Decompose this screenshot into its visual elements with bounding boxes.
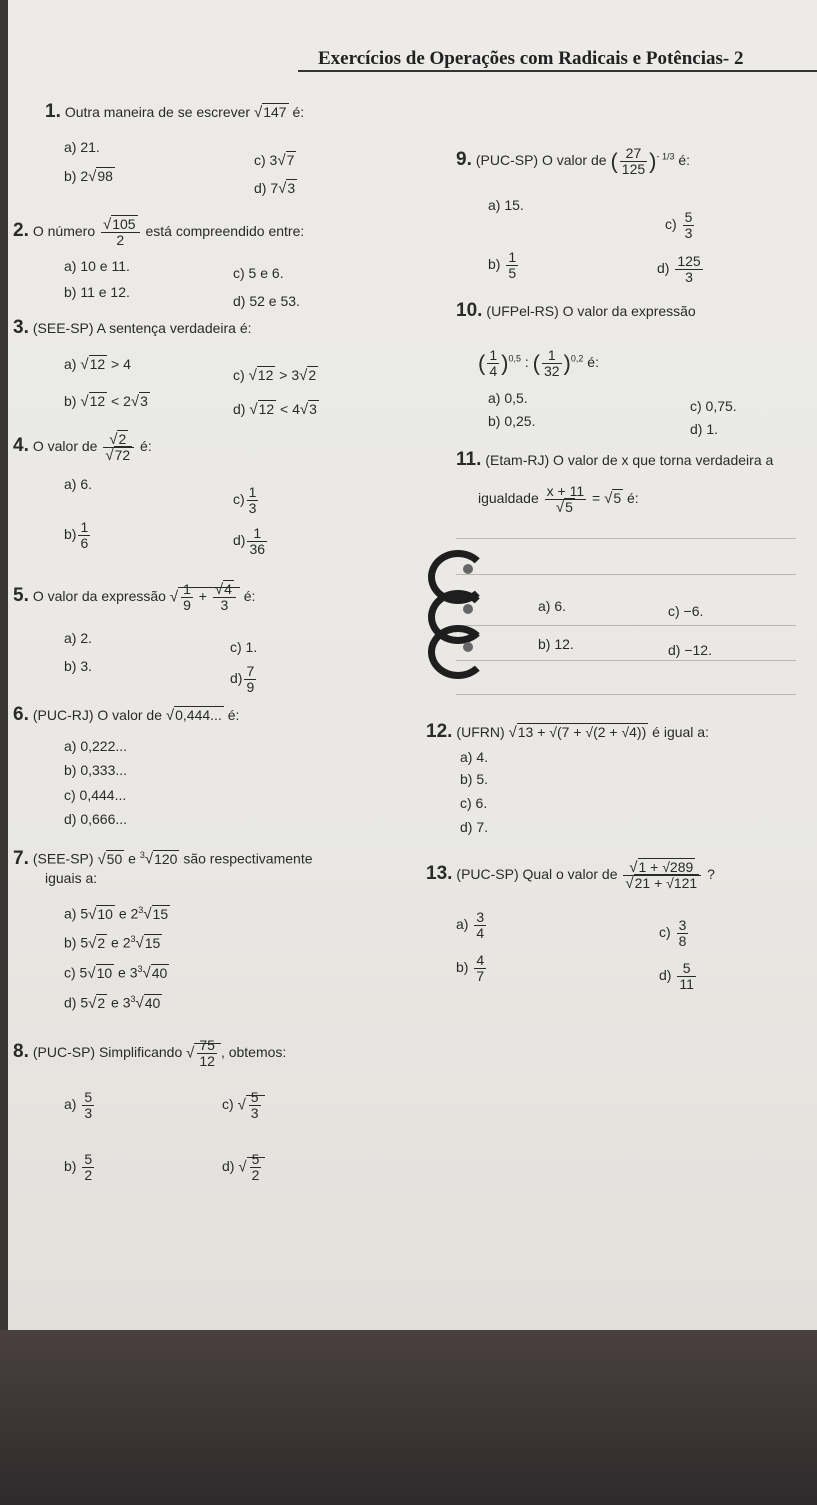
- binding-hole-icon: [463, 564, 473, 574]
- q7-line-2: iguais a:: [45, 870, 98, 886]
- worksheet-page: [8, 0, 817, 1330]
- q11-option-a: a) 6.: [538, 598, 567, 614]
- question-11: 11. (Etam-RJ) O valor de x que torna verdadeira a: [456, 449, 774, 470]
- q10-option-a: a) 0,5.: [488, 390, 528, 406]
- q5-option-b: b) 3.: [64, 658, 93, 674]
- question-2: 2. O número $\frac{√105}{2}$ está compreendido entre:: [13, 216, 305, 248]
- q3-option-c: c) √12 > 3√2: [233, 367, 317, 384]
- q7-option-b: b) 5√2 e $2^3√15$: [64, 934, 161, 952]
- ruled-line: [456, 538, 796, 539]
- q4-option-c: c) $\frac{1}{3}$: [233, 484, 257, 516]
- q2-option-c: c) 5 e 6.: [233, 265, 284, 281]
- question-7: 7. (SEE-SP) √50 e $^3$√120 são respectivamente: [13, 847, 313, 869]
- question-13: 13. (PUC-SP) Qual o valor de $\frac{√1 + √289}{√21 + √121}$ ?: [426, 859, 715, 892]
- q1-option-b: b) 2√98: [64, 168, 113, 185]
- ruled-line: [456, 574, 796, 575]
- q5-option-c: c) 1.: [230, 639, 258, 655]
- spiral-ring-icon: [428, 625, 488, 679]
- question-4: 4. O valor de $\frac{√2}{√72}$ é:: [13, 431, 152, 464]
- q11-option-d: d) −12.: [668, 642, 712, 658]
- table-background: [0, 1330, 817, 1505]
- q13-option-a: a) $\frac{3}{4}$: [456, 909, 485, 941]
- q11-equation: igualdade $\frac{x + 11}{√5}$ = √5 é:: [478, 483, 639, 516]
- q11-option-c: c) −6.: [668, 603, 704, 619]
- q8-option-b: b) $\frac{5}{2}$: [64, 1151, 93, 1183]
- q12-option-d: d) 7.: [460, 819, 489, 835]
- q2-option-b: b) 11 e 12.: [64, 284, 130, 300]
- q6-option-c: c) 0,444...: [64, 787, 127, 803]
- binding-hole-icon: [463, 642, 473, 652]
- q6-option-a: a) 0,222...: [64, 738, 128, 754]
- question-5: 5. O valor da expressão √ $\frac{1}{9}$ + $\frac{√4}{3}$ é:: [13, 581, 256, 613]
- q12-option-a: a) 4.: [460, 749, 489, 765]
- q9-option-d: d) $\frac{125}{3}$: [657, 253, 701, 285]
- q3-option-d: d) √12 < 4√3: [233, 401, 317, 418]
- q7-option-a: a) 5√10 e $2^3√15$: [64, 905, 169, 923]
- ruled-line: [456, 694, 796, 695]
- ruled-line: [456, 660, 796, 661]
- q8-option-a: a) $\frac{5}{3}$: [64, 1089, 93, 1121]
- page-title: Exercícios de Operações com Radicais e Potências- 2: [318, 48, 744, 69]
- q11-option-b: b) 12.: [538, 636, 574, 652]
- question-12: 12. (UFRN) √13 + √(7 + √(2 + √4)) é igual a:: [426, 721, 709, 742]
- q3-option-a: a) √12 > 4: [64, 356, 131, 373]
- q4-option-d: d) $\frac{1}{36}$: [233, 525, 266, 557]
- question-3: 3. (SEE-SP) A sentença verdadeira é:: [13, 317, 252, 338]
- q13-option-d: d) $\frac{5}{11}$: [659, 960, 694, 992]
- question-6: 6. (PUC-RJ) O valor de √0,444... é:: [13, 704, 240, 725]
- q10-expression: ( $\frac{1}{4}$ )$^{0,5}$ : ( $\frac{1}{32}$ )$^{0,2}$ é:: [478, 347, 599, 379]
- question-8: 8. (PUC-SP) Simplificando √ $\frac{75}{12}$ , obtemos:: [13, 1037, 287, 1069]
- q13-option-b: b) $\frac{4}{7}$: [456, 952, 485, 984]
- q4-option-a: a) 6.: [64, 476, 93, 492]
- q9-option-c: c) $\frac{5}{3}$: [665, 209, 693, 241]
- question-9: 9. (PUC-SP) O valor de ( $\frac{27}{125}$ )$^{- 1/3}$ é:: [456, 145, 691, 177]
- question-1: 1. Outra maneira de se escrever √147 é:: [45, 101, 305, 122]
- q10-option-d: d) 1.: [690, 421, 719, 437]
- q10-option-b: b) 0,25.: [488, 413, 536, 429]
- q7-option-c: c) 5√10 e $3^3√40$: [64, 964, 168, 982]
- q9-option-a: a) 15.: [488, 197, 524, 213]
- q1-option-c: c) 3√7: [254, 152, 295, 169]
- q9-option-b: b) $\frac{1}{5}$: [488, 249, 517, 281]
- q8-option-c: c) √ $\frac{5}{3}$: [222, 1090, 265, 1121]
- q6-option-b: b) 0,333...: [64, 762, 128, 778]
- q13-option-c: c) $\frac{3}{8}$: [659, 917, 687, 949]
- q5-option-d: d) $\frac{7}{9}$: [230, 663, 255, 695]
- q2-option-d: d) 52 e 53.: [233, 293, 300, 309]
- q10-option-c: c) 0,75.: [690, 398, 737, 414]
- binding-hole-icon: [463, 604, 473, 614]
- q8-option-d: d) √ $\frac{5}{2}$: [222, 1152, 265, 1183]
- title-underline: [298, 70, 817, 72]
- ruled-line: [456, 625, 796, 626]
- q12-option-c: c) 6.: [460, 795, 488, 811]
- question-10: 10. (UFPel-RS) O valor da expressão: [456, 300, 696, 321]
- q1-option-d: d) 7√3: [254, 180, 296, 197]
- q6-option-d: d) 0,666...: [64, 811, 128, 827]
- q3-option-b: b) √12 < 2√3: [64, 393, 148, 410]
- q5-option-a: a) 2.: [64, 630, 93, 646]
- q4-option-b: b) $\frac{1}{6}$: [64, 519, 89, 551]
- q7-option-d: d) 5√2 e $3^3√40$: [64, 994, 161, 1012]
- q12-option-b: b) 5.: [460, 771, 489, 787]
- q1-option-a: a) 21.: [64, 139, 100, 155]
- q2-option-a: a) 10 e 11.: [64, 258, 130, 274]
